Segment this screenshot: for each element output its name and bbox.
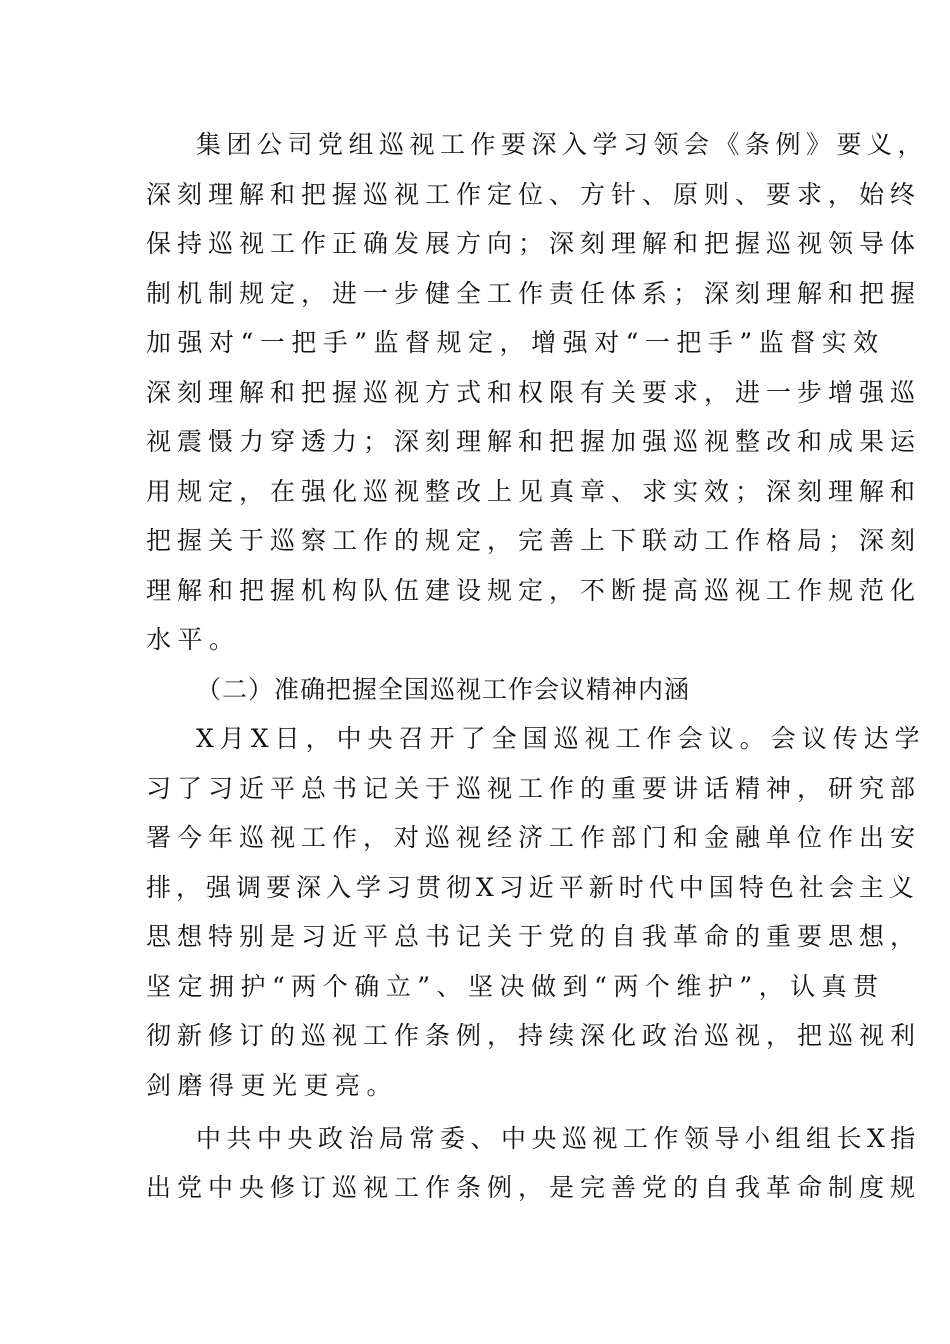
paragraph-1-line-4: 制机制规定，进一步健全工作责任体系；深刻理解和把握 <box>146 279 922 308</box>
paragraph-2-line-1: X月X日，中央召开了全国巡视工作会议。会议传达学 <box>196 724 926 753</box>
section-heading: （二）准确把握全国巡视工作会议精神内涵 <box>196 675 691 704</box>
paragraph-1-line-1: 集团公司党组巡视工作要深入学习领会《条例》要义， <box>196 130 929 159</box>
paragraph-1-line-8: 用规定，在强化巡视整改上见真章、求实效；深刻理解和 <box>146 477 922 506</box>
paragraph-2-line-6: 坚定拥护“两个确立”、坚决做到“两个维护”，认真贯 <box>146 972 885 1001</box>
paragraph-1-line-11: 水平。 <box>146 625 241 654</box>
paragraph-2-line-4: 排，强调要深入学习贯彻X习近平新时代中国特色社会主义 <box>146 873 919 902</box>
paragraph-1-line-3: 保持巡视工作正确发展方向；深刻理解和把握巡视领导体 <box>146 229 922 258</box>
paragraph-3-line-2: 出党中央修订巡视工作条例，是完善党的自我革命制度规 <box>146 1173 922 1202</box>
paragraph-3-line-1: 中共中央政治局常委、中央巡视工作领导小组组长X指 <box>196 1124 921 1153</box>
paragraph-2-line-8: 剑磨得更光更亮。 <box>146 1071 399 1100</box>
paragraph-2-line-5: 思想特别是习近平总书记关于党的自我革命的重要思想， <box>146 922 922 951</box>
paragraph-1-line-2: 深刻理解和把握巡视工作定位、方针、原则、要求，始终 <box>146 180 922 209</box>
paragraph-1-line-7: 视震慑力穿透力；深刻理解和把握加强巡视整改和成果运 <box>146 427 922 456</box>
paragraph-2-line-3: 署今年巡视工作，对巡视经济工作部门和金融单位作出安 <box>146 823 922 852</box>
paragraph-1-line-10: 理解和把握机构队伍建设规定，不断提高巡视工作规范化 <box>146 576 922 605</box>
paragraph-1-line-9: 把握关于巡察工作的规定，完善上下联动工作格局；深刻 <box>146 526 922 555</box>
paragraph-2-line-2: 习了习近平总书记关于巡视工作的重要讲话精神，研究部 <box>146 774 922 803</box>
paragraph-2-line-7: 彻新修订的巡视工作条例，持续深化政治巡视，把巡视利 <box>146 1021 922 1050</box>
paragraph-1-line-6: 深刻理解和把握巡视方式和权限有关要求，进一步增强巡 <box>146 378 922 407</box>
paragraph-1-line-5: 加强对“一把手”监督规定，增强对“一把手”监督实效 <box>146 328 885 357</box>
